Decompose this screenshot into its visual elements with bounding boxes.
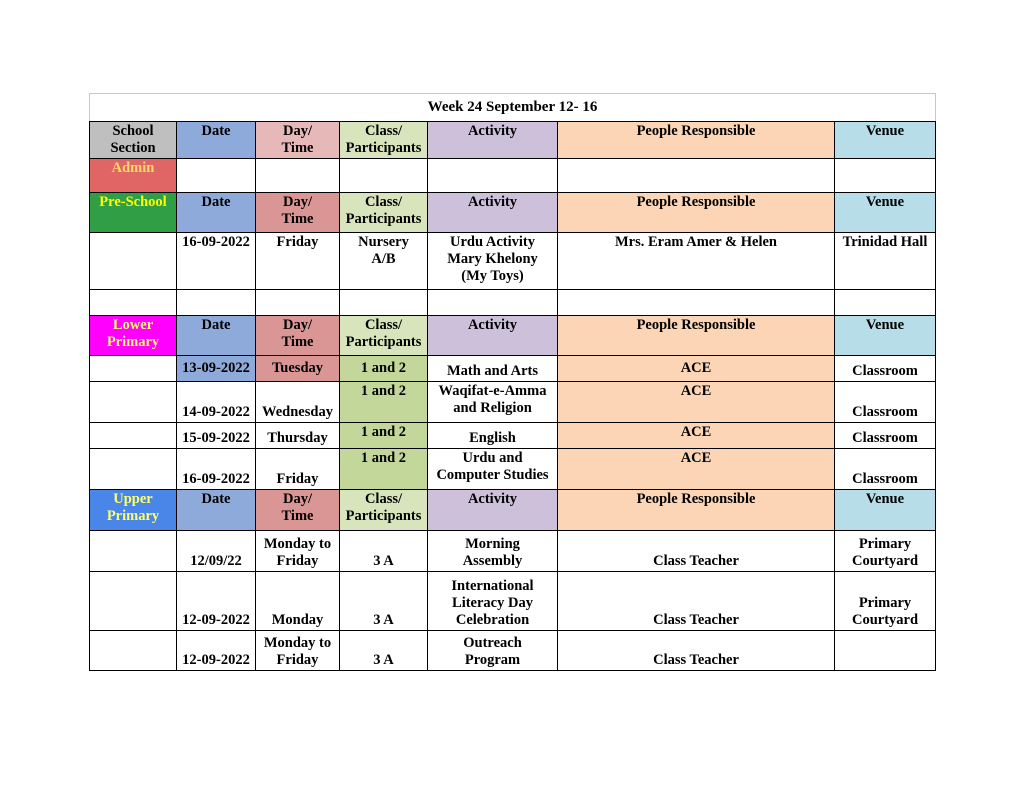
header-class-participants (340, 193, 428, 233)
table-cell (177, 159, 256, 193)
cell-date: 16-09-2022 (177, 449, 256, 490)
table-cell (256, 290, 340, 316)
header-activity: Activity (428, 490, 558, 531)
cell-venue-line: Primary (858, 595, 912, 611)
cell-activity-line: and Religion (453, 400, 532, 416)
header-day-line-1: Day/ (283, 123, 312, 139)
cell-venue: Trinidad Hall (835, 233, 936, 290)
lower-primary-header-row (90, 316, 936, 356)
section-preschool: Pre-School (90, 193, 177, 233)
cell-class: 3 A (340, 631, 428, 671)
cell-day (256, 531, 340, 572)
section-upper-line-1: Upper (113, 491, 153, 507)
header-venue: Venue (835, 122, 936, 159)
header-class-participants (340, 122, 428, 159)
cell-people: Class Teacher (558, 531, 835, 572)
cell-day-line: Friday (276, 553, 319, 569)
header-activity: Activity (428, 316, 558, 356)
title-row (90, 94, 936, 122)
header-class-line-2: Participants (345, 334, 422, 350)
cell-activity (428, 233, 558, 290)
cell-venue-line: Primary (858, 536, 912, 552)
cell-day: Tuesday (256, 356, 340, 382)
header-class-line-1: Class/ (364, 194, 403, 210)
header-section-line-1: School (112, 123, 154, 139)
table-row (90, 356, 936, 382)
header-class-line-1: Class/ (364, 317, 403, 333)
section-lower-line-2: Primary (106, 334, 160, 350)
table-row (90, 449, 936, 490)
table-cell (90, 631, 177, 671)
header-class-line-2: Participants (345, 211, 422, 227)
table-row (90, 531, 936, 572)
table-cell (428, 290, 558, 316)
cell-day: Thursday (256, 423, 340, 449)
cell-date: 14-09-2022 (177, 382, 256, 423)
cell-people: Mrs. Eram Amer & Helen (558, 233, 835, 290)
cell-day-line: Monday to (263, 635, 332, 651)
header-people-responsible: People Responsible (558, 122, 835, 159)
cell-venue: Classroom (835, 423, 936, 449)
table-cell (256, 159, 340, 193)
cell-venue (835, 531, 936, 572)
cell-people: Class Teacher (558, 572, 835, 631)
cell-class: 1 and 2 (340, 423, 428, 449)
cell-people: ACE (558, 382, 835, 423)
table-cell (90, 290, 177, 316)
cell-class (340, 233, 428, 290)
cell-activity-line: Morning (465, 536, 520, 552)
cell-date: 16-09-2022 (177, 233, 256, 290)
cell-activity-line: (My Toys) (461, 268, 524, 284)
header-day-line-2: Time (281, 211, 314, 227)
weekly-schedule-table (89, 93, 936, 671)
cell-people: ACE (558, 356, 835, 382)
section-upper-line-2: Primary (106, 508, 160, 524)
table-row (90, 631, 936, 671)
cell-people: Class Teacher (558, 631, 835, 671)
table-cell (90, 531, 177, 572)
section-admin: Admin (90, 159, 177, 193)
header-class-line-1: Class/ (364, 491, 403, 507)
cell-venue-line: Courtyard (851, 612, 919, 628)
cell-activity-line: Assembly (462, 553, 523, 569)
cell-date: 12-09-2022 (177, 572, 256, 631)
cell-activity-line: Literacy Day (452, 595, 533, 611)
cell-activity (428, 572, 558, 631)
header-date: Date (177, 490, 256, 531)
table-cell (90, 233, 177, 290)
preschool-header-row (90, 193, 936, 233)
cell-venue: Classroom (835, 356, 936, 382)
header-day-time (256, 122, 340, 159)
table-cell (340, 159, 428, 193)
cell-class: 1 and 2 (340, 356, 428, 382)
header-class-participants (340, 316, 428, 356)
section-lower-primary (90, 316, 177, 356)
cell-class-line: A/B (371, 251, 396, 267)
table-cell (835, 159, 936, 193)
table-cell (558, 290, 835, 316)
schedule-title: Week 24 September 12- 16 (90, 94, 936, 122)
cell-class: 1 and 2 (340, 449, 428, 490)
header-day-time (256, 490, 340, 531)
cell-day: Friday (256, 449, 340, 490)
table-cell (428, 159, 558, 193)
cell-venue (835, 631, 936, 671)
header-date: Date (177, 316, 256, 356)
cell-activity-line: Program (464, 652, 521, 668)
cell-activity: Math and Arts (428, 356, 558, 382)
cell-date: 12-09-2022 (177, 631, 256, 671)
cell-people: ACE (558, 423, 835, 449)
cell-activity (428, 449, 558, 490)
header-class-line-1: Class/ (364, 123, 403, 139)
header-class-line-2: Participants (345, 140, 422, 156)
table-cell (340, 290, 428, 316)
header-day-line-1: Day/ (283, 317, 312, 333)
cell-activity-line: Urdu Activity (450, 234, 535, 250)
header-activity: Activity (428, 193, 558, 233)
table-cell (90, 356, 177, 382)
cell-people: ACE (558, 449, 835, 490)
table-cell (177, 290, 256, 316)
header-venue: Venue (835, 316, 936, 356)
header-activity: Activity (428, 122, 558, 159)
cell-venue-line: Courtyard (851, 553, 919, 569)
cell-class: 3 A (340, 572, 428, 631)
header-school-section (90, 122, 177, 159)
header-day-line-2: Time (281, 140, 314, 156)
header-date: Date (177, 122, 256, 159)
header-day-time (256, 193, 340, 233)
section-lower-line-1: Lower (112, 317, 154, 333)
table-cell (90, 423, 177, 449)
header-day-line-1: Day/ (283, 491, 312, 507)
header-people-responsible: People Responsible (558, 490, 835, 531)
table-cell (90, 382, 177, 423)
cell-activity-line: Celebration (455, 612, 530, 628)
cell-venue (835, 572, 936, 631)
header-venue: Venue (835, 193, 936, 233)
cell-activity-line: Mary Khelony (447, 251, 538, 267)
header-section-line-2: Section (110, 140, 156, 156)
header-date: Date (177, 193, 256, 233)
header-day-line-1: Day/ (283, 194, 312, 210)
cell-class-line: Nursery (358, 234, 409, 250)
header-class-participants (340, 490, 428, 531)
cell-activity (428, 382, 558, 423)
cell-day-line: Monday to (263, 536, 332, 552)
cell-activity-line: Outreach (463, 635, 522, 651)
table-row (90, 233, 936, 290)
admin-row (90, 159, 936, 193)
cell-day: Wednesday (256, 382, 340, 423)
cell-activity-line: Urdu and (462, 450, 523, 466)
cell-day: Friday (256, 233, 340, 290)
cell-day: Monday (256, 572, 340, 631)
table-row (90, 572, 936, 631)
cell-date: 15-09-2022 (177, 423, 256, 449)
cell-activity-line: International (451, 578, 534, 594)
empty-row (90, 290, 936, 316)
header-day-line-2: Time (281, 508, 314, 524)
cell-day-line: Friday (276, 652, 319, 668)
cell-class: 3 A (340, 531, 428, 572)
header-day-time (256, 316, 340, 356)
table-cell (90, 572, 177, 631)
cell-date: 12/09/22 (177, 531, 256, 572)
header-venue: Venue (835, 490, 936, 531)
table-row (90, 423, 936, 449)
cell-activity: English (428, 423, 558, 449)
cell-date: 13-09-2022 (177, 356, 256, 382)
cell-activity (428, 531, 558, 572)
cell-activity-line: Computer Studies (436, 467, 549, 483)
cell-activity-line: Waqifat-e-Amma (438, 383, 547, 399)
header-class-line-2: Participants (345, 508, 422, 524)
header-row (90, 122, 936, 159)
cell-venue: Classroom (835, 449, 936, 490)
table-row (90, 382, 936, 423)
table-cell (558, 159, 835, 193)
cell-venue: Classroom (835, 382, 936, 423)
table-cell (90, 449, 177, 490)
table-cell (835, 290, 936, 316)
upper-primary-header-row (90, 490, 936, 531)
section-upper-primary (90, 490, 177, 531)
cell-class: 1 and 2 (340, 382, 428, 423)
cell-day (256, 631, 340, 671)
header-people-responsible: People Responsible (558, 193, 835, 233)
header-day-line-2: Time (281, 334, 314, 350)
header-people-responsible: People Responsible (558, 316, 835, 356)
cell-activity (428, 631, 558, 671)
